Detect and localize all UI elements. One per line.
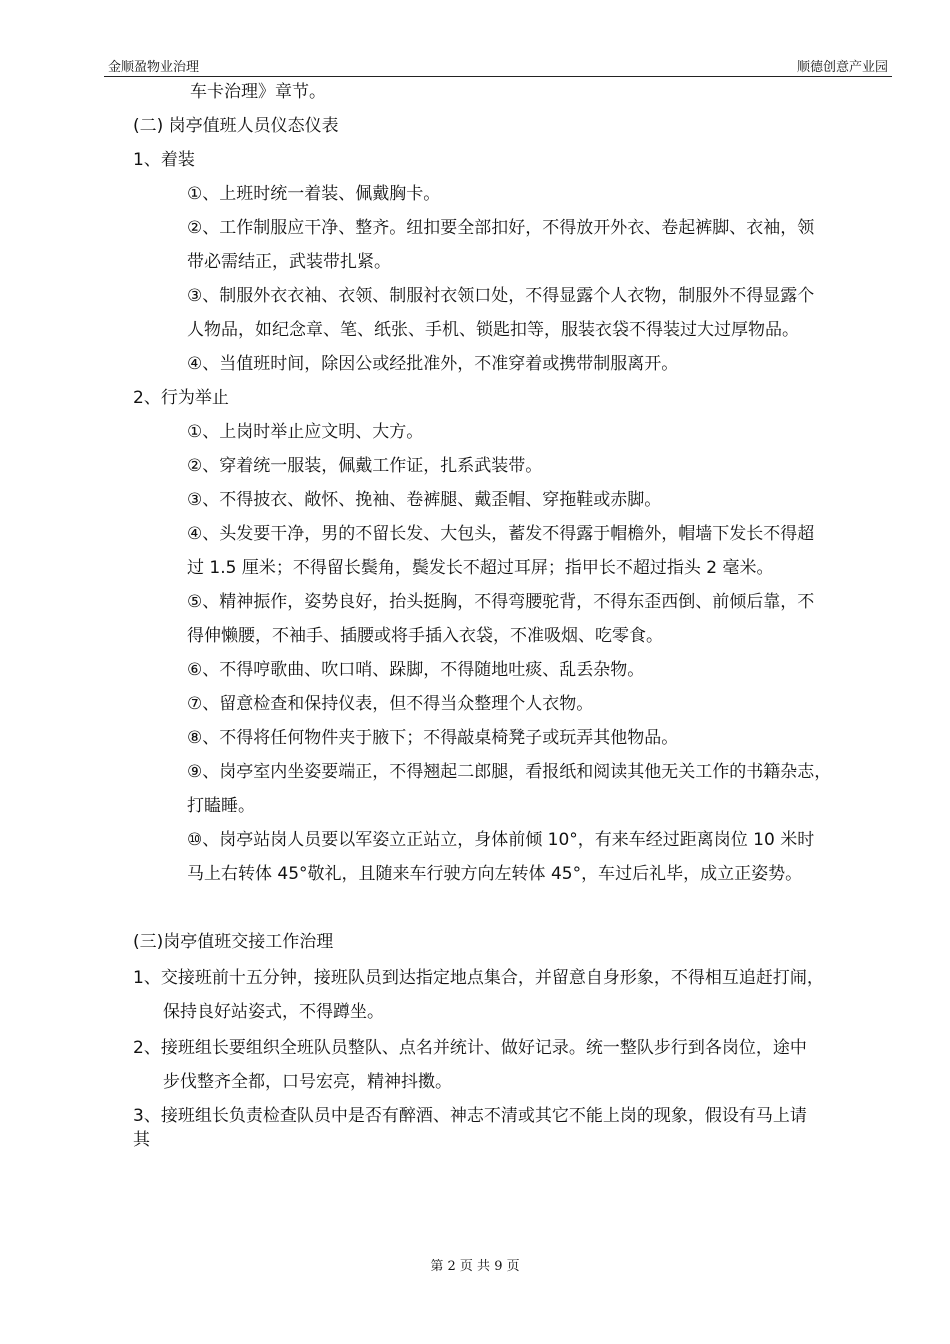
list-item: ②、工作制服应干净、整齐。纽扣要全部扣好，不得放开外衣、卷起裤脚、衣袖，领: [187, 218, 815, 238]
numbered-item: 3、接班组长负责检查队员中是否有醉酒、神志不清或其它不能上岗的现象，假设有马上请: [133, 1106, 807, 1126]
header-right: 顺德创意产业园: [796, 60, 888, 75]
numbered-item-continued: 其: [133, 1130, 150, 1150]
numbered-item-continued: 步伐整齐全都，口号宏亮，精神抖擞。: [163, 1072, 452, 1092]
section-heading: (二) 岗亭值班人员仪态仪表: [133, 116, 339, 136]
page-number: 第 2 页 共 9 页: [430, 1259, 520, 1274]
list-item-continued: 打瞌睡。: [187, 796, 255, 816]
subsection-heading: 1、着装: [133, 150, 195, 170]
list-item: ⑥、不得哼歌曲、吹口哨、跺脚，不得随地吐痰、乱丢杂物。: [187, 660, 645, 680]
list-item: ⑩、岗亭站岗人员要以军姿立正站立，身体前倾 10°，有来车经过距离岗位 10 米时: [187, 830, 815, 850]
list-item: ①、上岗时举止应文明、大方。: [187, 422, 424, 442]
list-item: ③、不得披衣、敞怀、挽袖、卷裤腿、戴歪帽、穿拖鞋或赤脚。: [187, 490, 662, 510]
numbered-item: 2、接班组长要组织全班队员整队、点名并统计、做好记录。统一整队步行到各岗位，途中: [133, 1038, 807, 1058]
list-item: ⑧、不得将任何物件夹于腋下；不得敲桌椅凳子或玩弄其他物品。: [187, 728, 679, 748]
list-item-continued: 过 1.5 厘米；不得留长鬓角，鬓发长不超过耳屏；指甲长不超过指头 2 毫米。: [187, 558, 774, 578]
list-item: ⑦、留意检查和保持仪表，但不得当众整理个人衣物。: [187, 694, 594, 714]
section-heading: (三)岗亭值班交接工作治理: [133, 932, 334, 952]
subsection-heading: 2、行为举止: [133, 388, 229, 408]
list-item: ④、当值班时间，除因公或经批准外，不准穿着或携带制服离开。: [187, 354, 679, 374]
list-item: ②、穿着统一服装，佩戴工作证，扎系武装带。: [187, 456, 543, 476]
list-item: ⑤、精神振作，姿势良好，抬头挺胸，不得弯腰驼背，不得东歪西倒、前倾后靠，不: [187, 592, 815, 612]
list-item: ⑨、岗亭室内坐姿要端正，不得翘起二郎腿，看报纸和阅读其他无关工作的书籍杂志，: [187, 762, 832, 782]
header-left: 金顺盈物业治理: [108, 60, 200, 75]
list-item: ③、制服外衣衣袖、衣领、制服衬衣领口处，不得显露个人衣物，制服外不得显露个: [187, 286, 815, 306]
list-item-continued: 带必需结正，武装带扎紧。: [187, 252, 391, 272]
numbered-item-continued: 保持良好站姿式，不得蹲坐。: [163, 1002, 384, 1022]
list-item-continued: 马上右转体 45°敬礼，且随来车行驶方向左转体 45°，车过后礼毕，成立正姿势。: [187, 864, 803, 884]
list-item: ①、上班时统一着装、佩戴胸卡。: [187, 184, 441, 204]
list-item-continued: 得伸懒腰，不袖手、插腰或将手插入衣袋，不准吸烟、吃零食。: [187, 626, 663, 646]
list-item-continued: 人物品，如纪念章、笔、纸张、手机、锁匙扣等，服装衣袋不得装过大过厚物品。: [187, 320, 799, 340]
numbered-item: 1、交接班前十五分钟，接班队员到达指定地点集合，并留意自身形象，不得相互追赶打闹，: [133, 968, 824, 988]
list-item: ④、头发要干净，男的不留长发、大包头，蓄发不得露于帽檐外，帽墙下发长不得超: [187, 524, 815, 544]
text-line: 车卡治理》章节。: [190, 82, 326, 102]
